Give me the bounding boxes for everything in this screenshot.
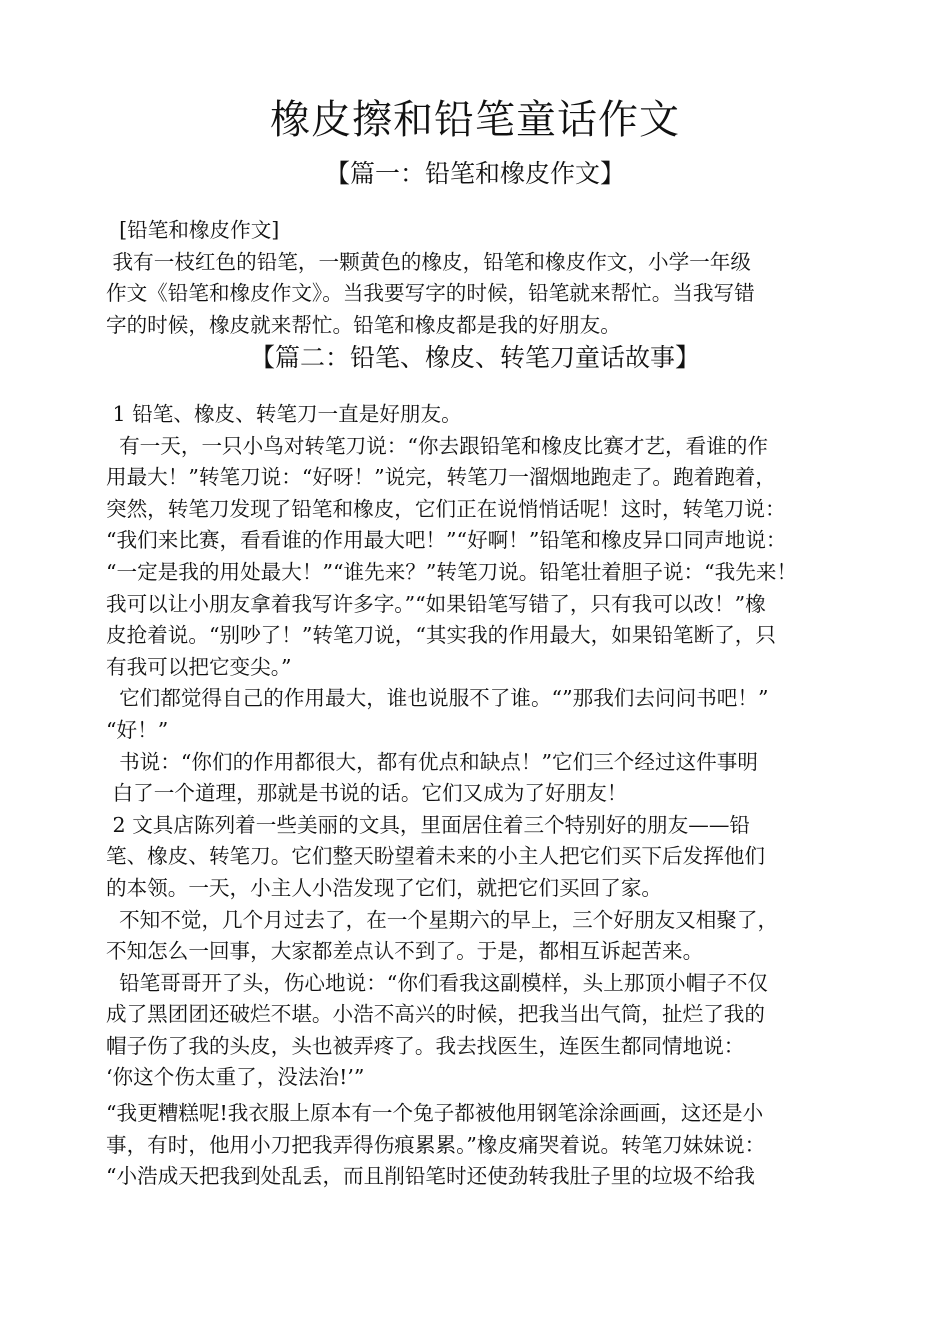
text-line: 白了一个道理，那就是书说的话。它们又成为了好朋友！ xyxy=(106,781,628,806)
text-line: 字的时候，橡皮就来帮忙。铅笔和橡皮都是我的好朋友。 xyxy=(106,312,621,337)
text-line: 笔、橡皮、转笔刀。它们整天盼望着未来的小主人把它们买下后发挥他们 xyxy=(106,844,765,869)
text-line: 不知怎么一回事，大家都差点认不到了。于是，都相互诉起苦来。 xyxy=(106,939,704,964)
text-line: [铅笔和橡皮作文] xyxy=(106,218,280,242)
text-line: “好！” xyxy=(106,717,169,742)
section-1-body xyxy=(106,215,862,341)
section-heading-1: 【篇一：铅笔和橡皮作文】 xyxy=(324,159,625,188)
text-line: “我们来比赛，看看谁的作用最大吧！”“好啊！”铅笔和橡皮异口同声地说： xyxy=(106,528,787,553)
text-line: 成了黑团团还破烂不堪。小浩不高兴的时候，把我当出气筒，扯烂了我的 xyxy=(106,1002,765,1027)
section-2-continued-body xyxy=(106,1098,862,1193)
text-line: 有我可以把它变尖。” xyxy=(106,654,292,679)
text-line: 用最大！”转笔刀说：“好呀！”说完，转笔刀一溜烟地跑走了。跑着跑着， xyxy=(106,465,776,490)
text-line: “我更糟糕呢!我衣服上原本有一个兔子都被他用钢笔涂涂画画，这还是小 xyxy=(106,1101,764,1125)
text-line: 事，有时，他用小刀把我弄得伤痕累累。”橡皮痛哭着说。转笔刀妹妹说： xyxy=(106,1132,766,1157)
text-line: 帽子伤了我的头皮，头也被弄疼了。我去找医生，连医生都同情地说： xyxy=(106,1033,745,1058)
text-line: 我有一枝红色的铅笔，一颗黄色的橡皮，铅笔和橡皮作文，小学一年级 xyxy=(106,249,751,274)
section-2-body xyxy=(106,399,862,1094)
text-line: 它们都觉得自己的作用最大，谁也说服不了谁。“”那我们去问问书吧！” xyxy=(106,686,769,711)
text-line: 皮抢着说。“别吵了！”转笔刀说，“其实我的作用最大，如果铅笔断了，只 xyxy=(106,623,776,648)
text-line: “小浩成天把我到处乱丢，而且削铅笔时还使劲转我肚子里的垃圾不给我 xyxy=(106,1164,755,1189)
text-line: 作文《铅笔和橡皮作文》。当我要写字的时候，铅笔就来帮忙。当我写错 xyxy=(106,281,755,306)
text-line: ‘你这个伤太重了，没法治!’” xyxy=(106,1065,365,1090)
text-line: “一定是我的用处最大！”“谁先来？”转笔刀说。铅笔壮着胆子说：“我先来！ xyxy=(106,559,798,584)
section-heading-2: 【篇二：铅笔、橡皮、转笔刀童话故事】 xyxy=(249,343,700,372)
text-line: 我可以让小朋友拿着我写许多字。”“如果铅笔写错了，只有我可以改！”橡 xyxy=(106,591,766,616)
text-line: 的本领。一天，小主人小浩发现了它们，就把它们买回了家。 xyxy=(106,875,663,900)
text-line: 2 文具店陈列着一些美丽的文具，里面居住着三个特别好的朋友——铅 xyxy=(106,812,751,837)
text-line: 1 铅笔、橡皮、转笔刀一直是好朋友。 xyxy=(106,402,462,426)
text-line: 突然，转笔刀发现了铅笔和橡皮，它们正在说悄悄话呢！这时，转笔刀说： xyxy=(106,496,786,521)
text-line: 书说：“你们的作用都很大，都有优点和缺点！”它们三个经过这件事明 xyxy=(106,749,758,774)
document-title: 橡皮擦和铅笔童话作文 xyxy=(270,97,680,143)
text-line: 有一天，一只小鸟对转笔刀说：“你去跟铅笔和橡皮比赛才艺，看谁的作 xyxy=(106,433,769,458)
text-line: 不知不觉，几个月过去了，在一个星期六的早上，三个好朋友又相聚了， xyxy=(106,907,779,932)
text-line: 铅笔哥哥开了头，伤心地说：“你们看我这副模样，头上那顶小帽子不仅 xyxy=(106,970,769,995)
